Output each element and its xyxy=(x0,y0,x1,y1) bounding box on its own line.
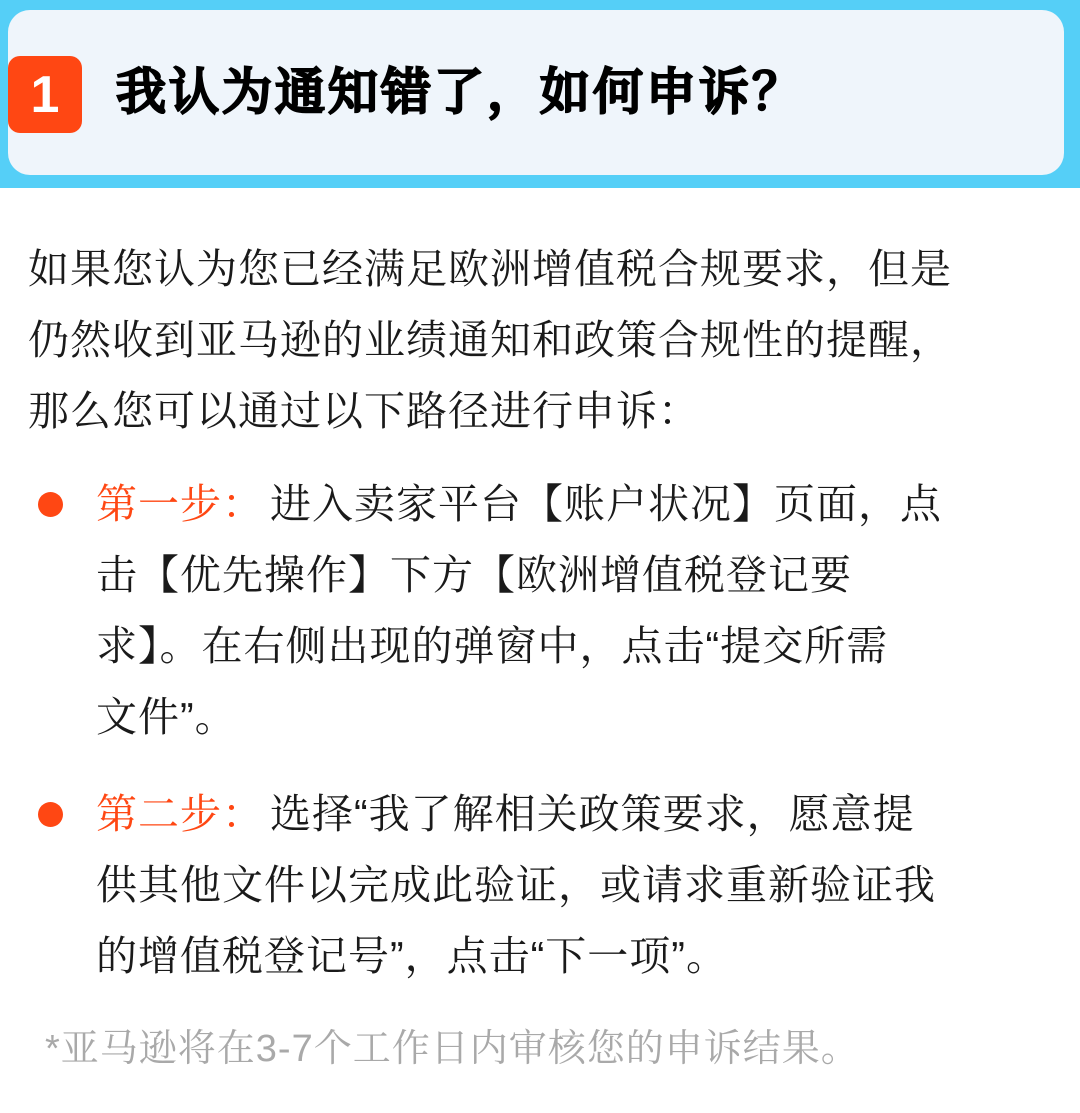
step-1-line-4: 文件”。 xyxy=(96,694,237,740)
bullet-dot-icon xyxy=(38,802,63,827)
step-item-2 xyxy=(28,779,1060,992)
step-1-body xyxy=(96,469,1060,753)
step-1-label: 第一步： xyxy=(96,481,264,527)
bullet-dot-icon xyxy=(38,492,63,517)
step-1-line-1 xyxy=(96,469,1060,540)
step-2-line-1 xyxy=(96,779,1060,850)
step-2-line-2: 供其他文件以完成此验证，或请求重新验证我 xyxy=(96,862,936,908)
step-2-text: 选择“我了解相关政策要求，愿意提 xyxy=(270,791,915,837)
intro-line-3: 那么您可以通过以下路径进行申诉： xyxy=(28,388,700,434)
header-banner xyxy=(0,0,1080,188)
step-2-line-3: 的增值税登记号”，点击“下一项”。 xyxy=(96,933,728,979)
step-2-label: 第二步： xyxy=(96,791,264,837)
step-item-1 xyxy=(28,469,1060,753)
intro-line-2: 仍然收到亚马逊的业绩通知和政策合规性的提醒， xyxy=(28,317,952,363)
section-number-badge: 1 xyxy=(8,56,82,133)
footnote: *亚马逊将在3-7个工作日内审核您的申诉结果。 xyxy=(45,1028,860,1070)
page-title: 我认为通知错了，如何申诉？ xyxy=(116,64,805,120)
step-1-text: 进入卖家平台【账户状况】页面，点 xyxy=(270,481,942,527)
intro-line-1: 如果您认为您已经满足欧洲增值税合规要求，但是 xyxy=(28,246,952,292)
intro-paragraph xyxy=(28,234,1060,447)
step-1-line-2: 击【优先操作】下方【欧洲增值税登记要 xyxy=(96,552,852,598)
content-area xyxy=(0,234,1080,1074)
step-2-body xyxy=(96,779,1060,992)
step-1-line-3: 求】。在右侧出现的弹窗中，点击“提交所需 xyxy=(96,623,889,669)
